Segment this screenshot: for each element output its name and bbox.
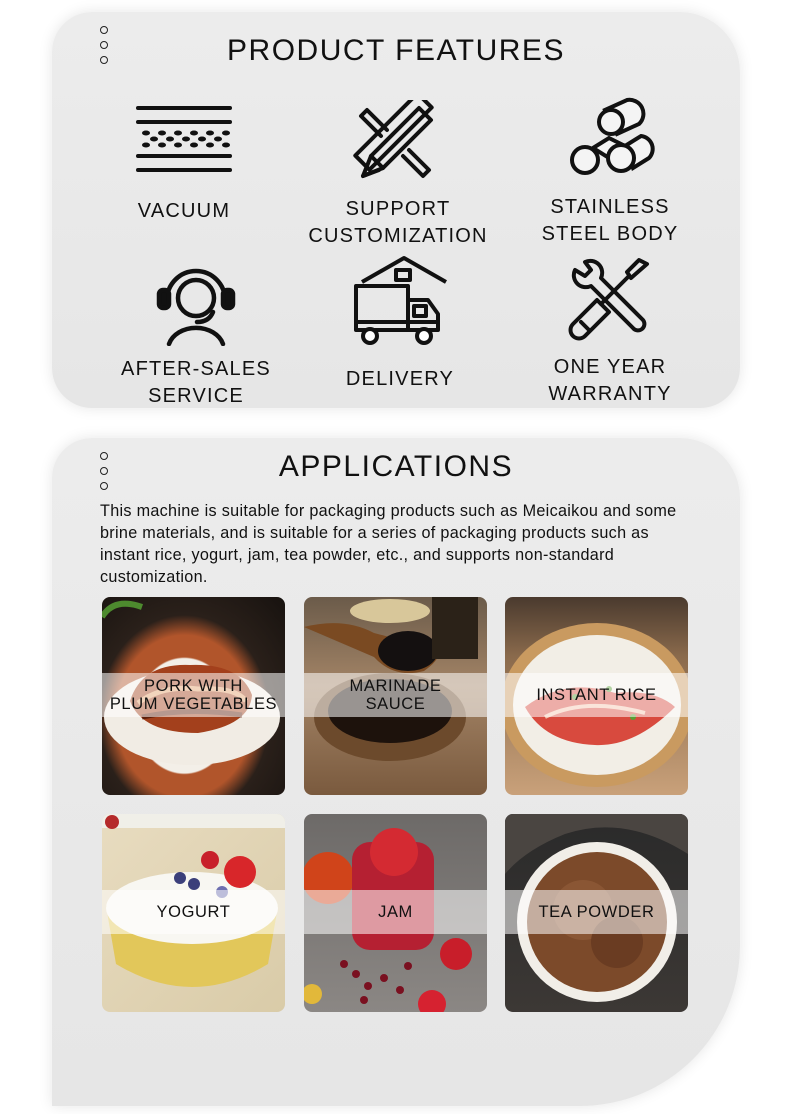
vacuum-icon xyxy=(134,100,234,180)
customization-icon xyxy=(353,100,443,182)
tools-icon xyxy=(567,256,653,342)
feature-warranty xyxy=(500,256,720,408)
delivery-truck-icon xyxy=(352,252,448,348)
tile-caption: INSTANT RICE xyxy=(505,673,688,717)
feature-label: ONE YEAR WARRANTY xyxy=(548,356,672,405)
applications-description: This machine is suitable for packaging products such as Meicaikou and some brine materials, and is suitable for a series of packaging products such as instant rice, yogurt, jam, tea powder, etc., and supports non-standard customization. xyxy=(100,502,677,586)
tile-caption: JAM xyxy=(304,890,487,934)
feature-label: DELIVERY xyxy=(345,368,455,390)
feature-delivery xyxy=(290,252,510,393)
feature-stainless-steel xyxy=(500,96,720,248)
applications-title: APPLICATIONS xyxy=(278,450,514,483)
features-title: PRODUCT FEATURES xyxy=(227,34,565,67)
feature-label: VACUUM xyxy=(137,200,231,222)
application-tile-jam xyxy=(304,814,487,1012)
tile-caption: PORK WITH PLUM VEGETABLES xyxy=(102,673,285,717)
application-tile-instant-rice xyxy=(505,597,688,795)
application-tile-yogurt xyxy=(102,814,285,1012)
tile-caption: TEA POWDER xyxy=(505,890,688,934)
feature-after-sales xyxy=(86,260,306,410)
feature-customization xyxy=(288,100,508,250)
applications-card xyxy=(52,438,740,1106)
application-tile-marinade xyxy=(304,597,487,795)
tile-caption: MARINADE SAUCE xyxy=(304,673,487,717)
feature-label: SUPPORT CUSTOMIZATION xyxy=(308,198,488,247)
feature-label: STAINLESS STEEL BODY xyxy=(541,196,679,245)
product-features-card xyxy=(52,12,740,408)
feature-vacuum xyxy=(74,100,294,225)
headset-service-icon xyxy=(153,260,239,346)
application-tile-tea-powder xyxy=(505,814,688,1012)
application-tile-pork xyxy=(102,597,285,795)
feature-label: AFTER-SALES SERVICE xyxy=(121,358,271,407)
steel-pipes-icon xyxy=(565,96,655,182)
tile-caption: YOGURT xyxy=(102,890,285,934)
